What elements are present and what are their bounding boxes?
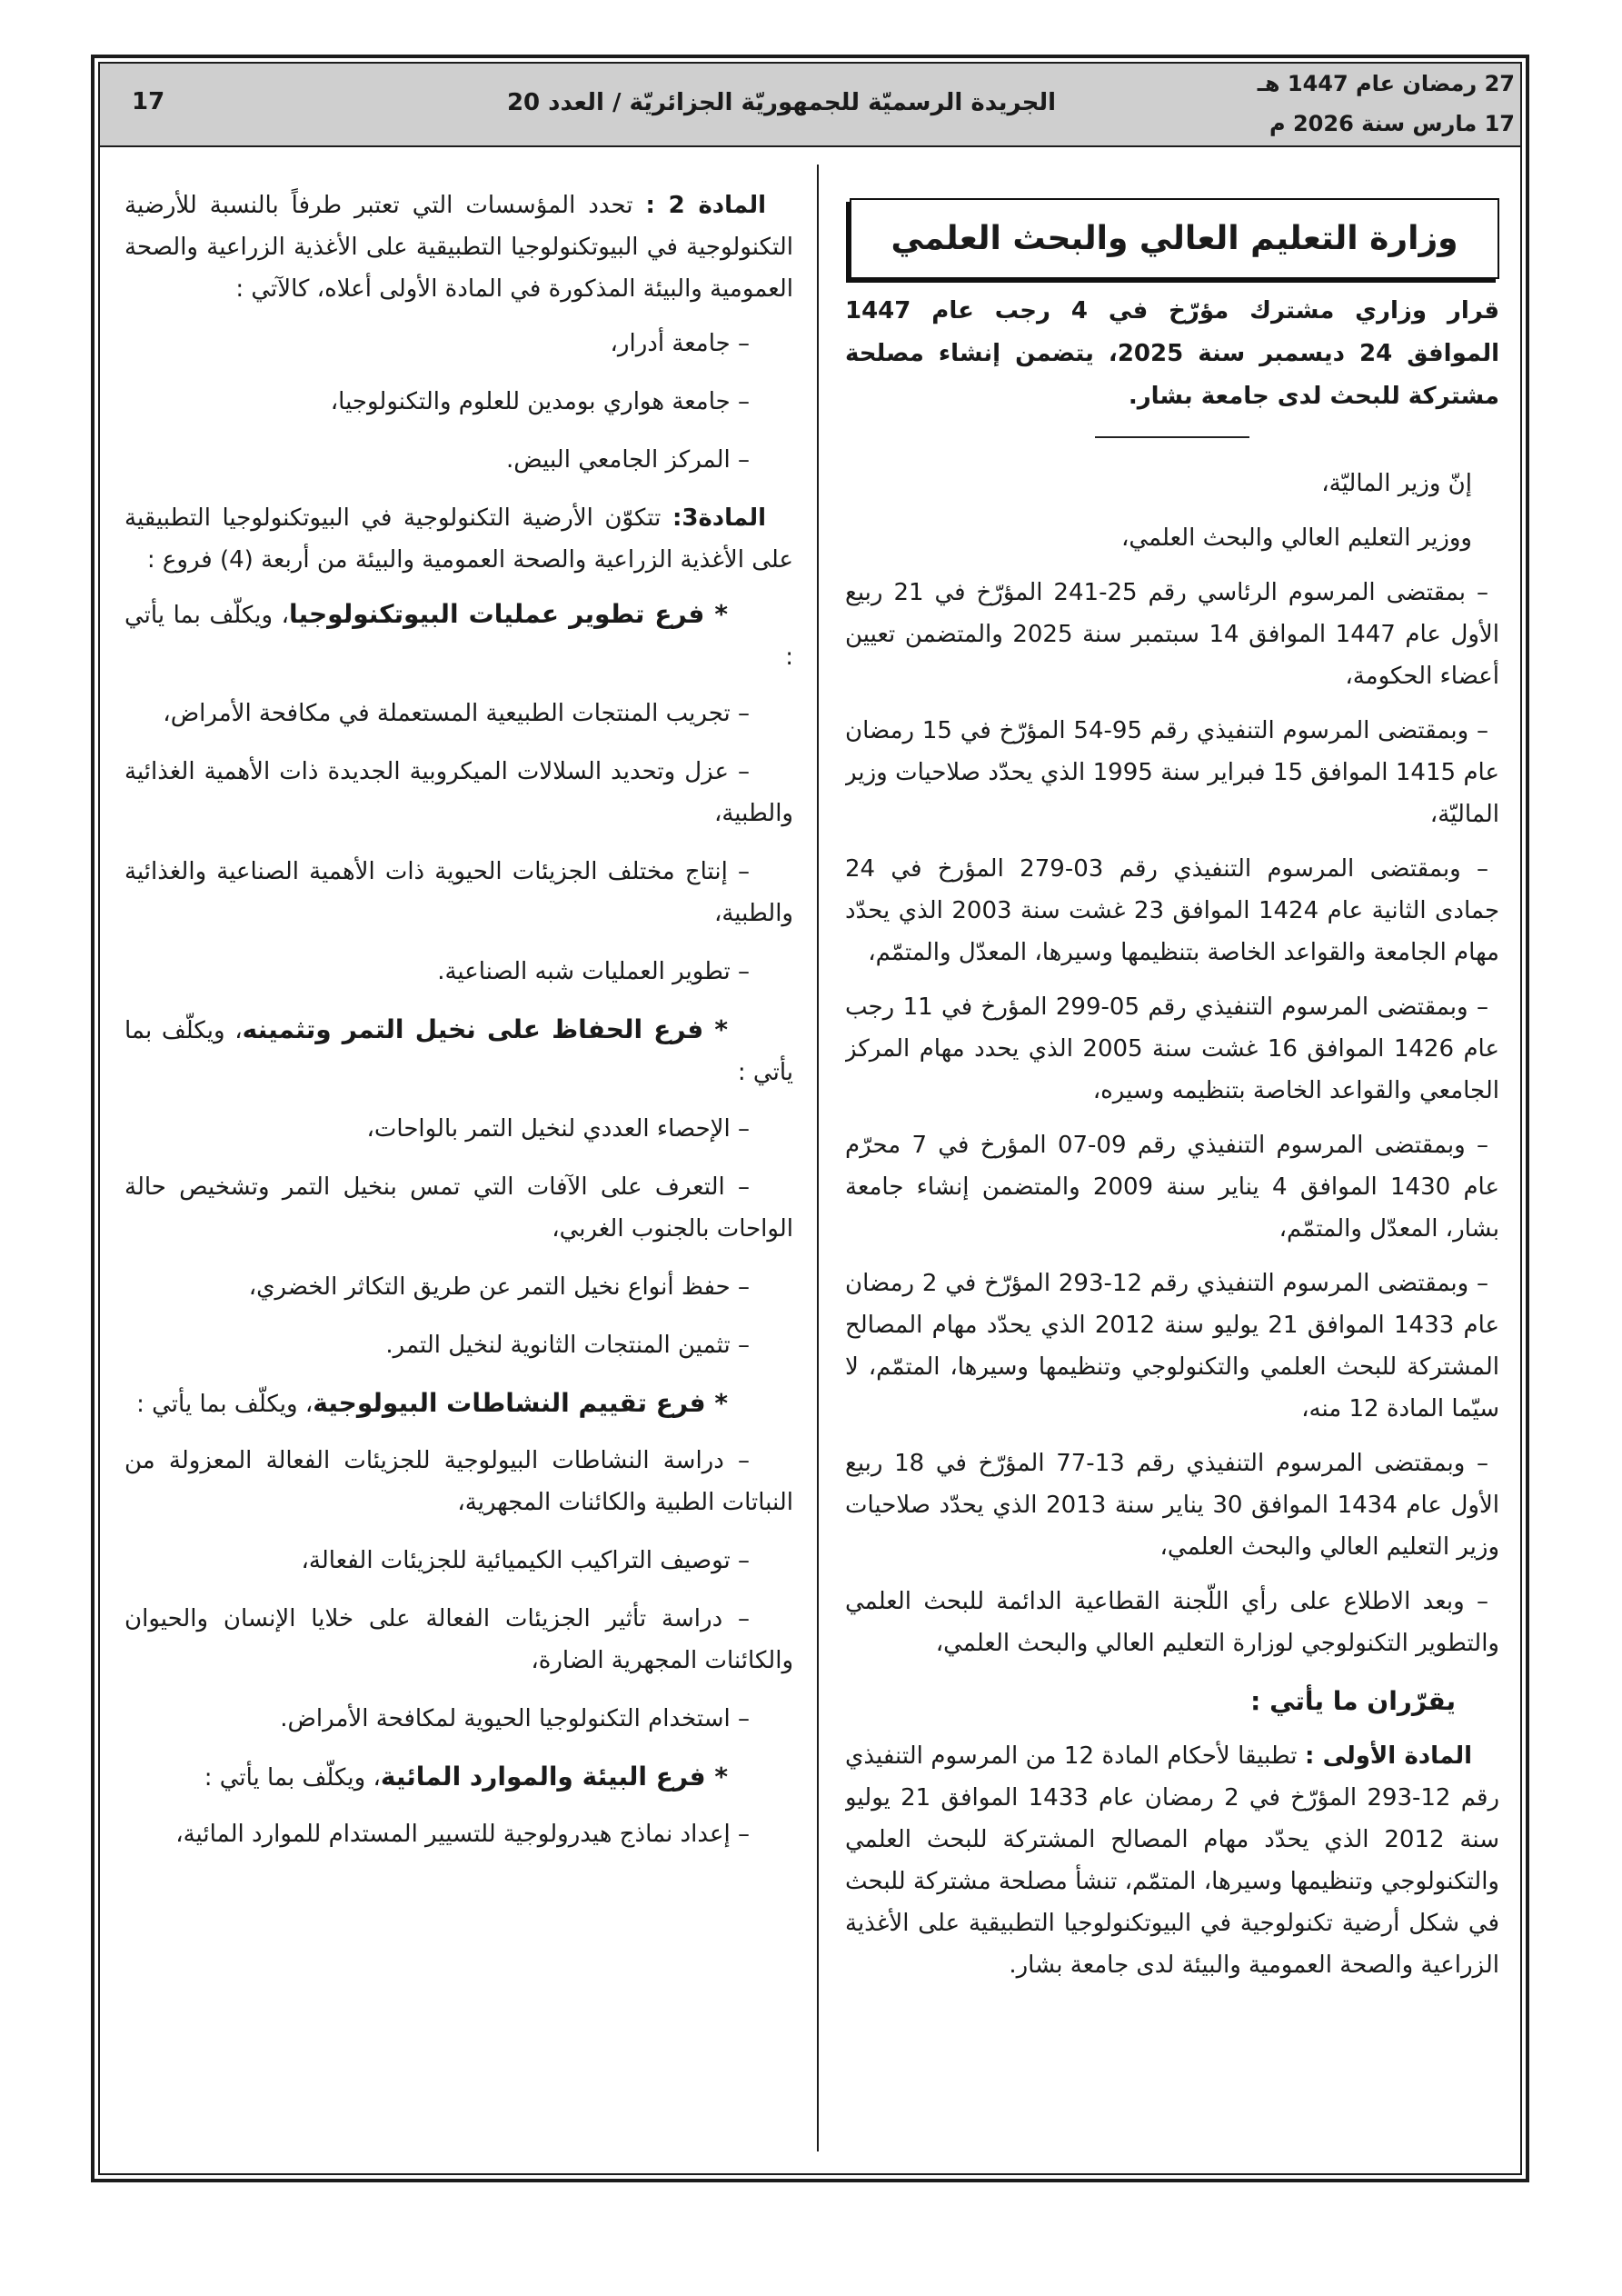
header-dates xyxy=(1188,64,1515,144)
article-2-label: المادة 2 : xyxy=(645,192,767,219)
column-right xyxy=(845,198,1499,2161)
column-divider xyxy=(817,165,819,2151)
branch-heading xyxy=(124,1009,793,1093)
branch-title: * فرع البيئة والموارد المائية xyxy=(380,1762,728,1792)
list-item: – تجريب المنتجات الطبيعية المستعملة في مكافحة الأمراض، xyxy=(163,700,750,727)
list-item: – دراسة النشاطات البيولوجية للجزيئات الفعالة المعزولة من النباتات الطبية والكائنات المجهرية، xyxy=(124,1447,793,1516)
list-item: – دراسة تأثير الجزيئات الفعالة على خلايا الإنسان والحيوان والكائنات المجهرية الضارة، xyxy=(124,1605,793,1674)
ministry-title: وزارة التعليم العالي والبحث العلمي xyxy=(850,198,1499,279)
branch-heading xyxy=(124,594,793,678)
branch-suffix: ، ويكلّف بما يأتي : xyxy=(136,1391,313,1418)
list-item: – التعرف على الآفات التي تمس بنخيل التمر وتشخيص حالة الواحات بالجنوب الغربي، xyxy=(124,1173,793,1243)
visa-paragraph: – وبعد الاطلاع على رأي اللّجنة القطاعية الدائمة للبحث العلمي والتطوير التكنولوجي لوزارة التعليم العالي والبحث العلمي، xyxy=(845,1588,1499,1657)
list-item: – استخدام التكنولوجيا الحيوية لمكافحة الأمراض. xyxy=(280,1705,750,1732)
column-left xyxy=(124,185,793,2164)
preamble-line: إنّ وزير الماليّة، xyxy=(1321,470,1472,497)
visa-paragraph: – وبمقتضى المرسوم التنفيذي رقم 05-299 المؤرخ في 11 رجب عام 1426 الموافق 16 غشت سنة 2005 الذي يحدد مهام المركز الجامعي والقواعد الخاصة بتنظيمه وسيره، xyxy=(845,993,1499,1104)
visa-paragraph: – وبمقتضى المرسوم التنفيذي رقم 13-77 المؤرّخ في 18 ربيع الأول عام 1434 الموافق 30 يناير سنة 2013 الذي يحدّد صلاحيات وزير التعليم العالي والبحث العلمي، xyxy=(845,1450,1499,1561)
visa-paragraph: – وبمقتضى المرسوم التنفيذي رقم 12-293 المؤرّخ في 2 رمضان عام 1433 الموافق 21 يوليو سنة 2012 الذي يحدّد مهام المصالح المشتركة للبحث العلمي والتكنولوجي وتنظيمها وسيرها، المتمّم، لا سيّما المادة 12 منه، xyxy=(845,1270,1499,1423)
list-item: – جامعة هواري بومدين للعلوم والتكنولوجيا، xyxy=(330,388,750,415)
article-2 xyxy=(124,185,793,310)
branch-suffix: ، ويكلّف بما يأتي : xyxy=(204,1764,381,1792)
branch-heading xyxy=(124,1383,793,1425)
header-hijri-date: 27 رمضان عام 1447 هـ xyxy=(1257,71,1515,96)
branch-title: * فرع تطوير عمليات البيوتكنولوجيا xyxy=(289,599,728,629)
branch-title: * فرع الحفاظ على نخيل التمر وتثمينه xyxy=(242,1014,728,1044)
journal-title: الجريدة الرسميّة للجمهوريّة الجزائريّة / العدد 20 xyxy=(506,89,1057,116)
header-gregorian-date: 17 مارس سنة 2026 م xyxy=(1269,111,1515,136)
list-item: – الإحصاء العددي لنخيل التمر بالواحات، xyxy=(366,1115,750,1143)
list-item: – حفظ أنواع نخيل التمر عن طريق التكاثر الخضري، xyxy=(248,1273,750,1301)
article-3 xyxy=(124,497,793,581)
list-item: – عزل وتحديد السلالات الميكروبية الجديدة ذات الأهمية الغذائية والطبية، xyxy=(124,758,793,827)
list-item: – المركز الجامعي البيض. xyxy=(506,446,750,474)
visa-paragraph: – وبمقتضى المرسوم التنفيذي رقم 03-279 المؤرخ في 24 جمادى الثانية عام 1424 الموافق 23 غشت سنة 2003 الذي يحدّد مهام الجامعة والقواعد الخاصة بتنظيمها وسيرها، المعدّل والمتمّم، xyxy=(845,855,1499,966)
decree-heading: قرار وزاري مشترك مؤرّخ في 4 رجب عام 1447 الموافق 24 ديسمبر سنة 2025، يتضمن إنشاء مصلحة مشتركة للبحث لدى جامعة بشار. xyxy=(845,297,1499,410)
visa-paragraph: – وبمقتضى المرسوم التنفيذي رقم 09-07 المؤرخ في 7 محرّم عام 1430 الموافق 4 يناير سنة 2009 والمتضمن إنشاء جامعة بشار، المعدّل والمتمّم، xyxy=(845,1132,1499,1243)
list-item: – إنتاج مختلف الجزيئات الحيوية ذات الأهمية الصناعية والغذائية والطبية، xyxy=(124,858,793,927)
preamble-line: ووزير التعليم العالي والبحث العلمي، xyxy=(1120,524,1472,552)
branch-heading xyxy=(124,1756,793,1799)
resolution-heading: يقرّران ما يأتي : xyxy=(1250,1686,1456,1716)
visa-paragraph: – وبمقتضى المرسوم التنفيذي رقم 95-54 المؤرّخ في 15 رمضان عام 1415 الموافق 15 فبراير سنة 1995 الذي يحدّد صلاحيات وزير الماليّة، xyxy=(845,717,1499,828)
visa-paragraph: – بمقتضى المرسوم الرئاسي رقم 25-241 المؤرّخ في 21 ربيع الأول عام 1447 الموافق 14 سبتمبر سنة 2025 والمتضمن تعيين أعضاء الحكومة، xyxy=(845,579,1499,690)
article-1 xyxy=(845,1735,1499,1986)
branch-suffix: ، ويكلّف بما يأتي : xyxy=(124,602,793,671)
branch-suffix: ، ويكلّف بما يأتي : xyxy=(124,1017,793,1086)
list-item: – تثمين المنتجات الثانوية لنخيل التمر. xyxy=(385,1332,750,1359)
list-item: – توصيف التراكيب الكيميائية للجزيئات الفعالة، xyxy=(301,1547,750,1574)
branch-title: * فرع تقييم النشاطات البيولوجية xyxy=(313,1388,728,1418)
article-3-label: المادة3: xyxy=(672,504,766,532)
heading-separator xyxy=(1095,436,1249,438)
page-number: 17 xyxy=(132,88,165,115)
article-2-text: تحدد المؤسسات التي تعتبر طرفاً بالنسبة للأرضية التكنولوجية في البيوتكنولوجيا التطبيقية على الأغذية الزراعية والصحة العمومية والبيئة المذكورة في المادة الأولى أعلاه، كالآتي : xyxy=(124,192,793,303)
article-3-text: تتكوّن الأرضية التكنولوجية في البيوتكنولوجيا التطبيقية على الأغذية الزراعية والصحة العمومية والبيئة من أربعة (4) فروع : xyxy=(124,504,793,574)
list-item: – تطوير العمليات شبه الصناعية. xyxy=(437,958,750,985)
article-1-label: المادة الأولى : xyxy=(1304,1742,1473,1770)
list-item: – إعداد نماذج هيدرولوجية للتسيير المستدام للموارد المائية، xyxy=(175,1821,750,1848)
list-item: – جامعة أدرار، xyxy=(610,330,750,357)
article-1-text: تطبيقا لأحكام المادة 12 من المرسوم التنفيذي رقم 12-293 المؤرّخ في 2 رمضان عام 1433 الموافق 21 يوليو سنة 2012 الذي يحدّد مهام المصالح المشتركة للبحث العلمي والتكنولوجي وتنظيمها وسيرها، المتمّم، تنشأ مصلحة مشتركة للبحث في شكل أرضية تكنولوجية في البيوتكنولوجيا التطبيقية على الأغذية الزراعية والصحة العمومية والبيئة لدى جامعة بشار. xyxy=(845,1742,1499,1979)
